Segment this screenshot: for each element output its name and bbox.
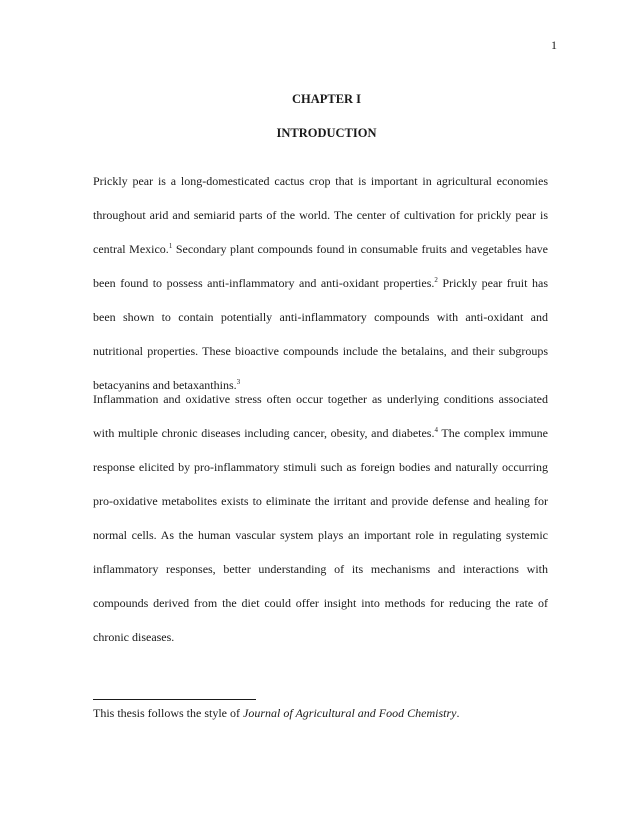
footnote [93,706,548,721]
paragraph-text: The complex immune response elicited by pro-inflammatory stimuli such as foreign bodies and naturally occurring pro-oxidative metabolites exists to eliminate the irritant and provide defense and healing for normal cells. As the human vascular system plays an important role in regulating systemic inflammatory responses, better understanding of its mechanisms and interactions with compounds derived from the diet could offer insight into methods for reducing the rate of chronic diseases. [93,426,549,644]
paragraph-text: Secondary plant compounds found in consumable fruits and vegetables have been found to possess anti-inflammatory and anti-oxidant properties. [93,242,548,290]
paragraph-text: Prickly pear fruit has been shown to contain potentially anti-inflammatory compounds with anti-oxidant and nutritional properties. These bioactive compounds include the betalains, and their subgroups betacyanins and betaxanthins. [93,276,549,392]
chapter-title: INTRODUCTION [276,126,377,140]
citation-ref-4: 4 [434,426,438,434]
footnote-journal: Journal of Agricultural and Food Chemistry [243,706,457,720]
chapter-label: CHAPTER I [291,92,362,106]
page-number: 1 [551,38,557,52]
intro-paragraph-1 [93,164,548,402]
paragraph-text: Inflammation and oxidative stress often occur together as underlying conditions associated with multiple chronic diseases including cancer, obesity, and diabetes. [93,392,548,440]
intro-paragraph-2 [93,382,548,654]
footnote-suffix: . [456,706,460,720]
footnote-prefix: This thesis follows the style of [93,706,243,720]
paragraph-text: Prickly pear is a long-domesticated cactus crop that is important in agricultural economies throughout arid and semiarid parts of the world. The center of cultivation for prickly pear is central Mexico. [93,174,548,256]
citation-ref-3: 3 [236,378,241,386]
citation-ref-1: 1 [168,242,173,250]
citation-ref-2: 2 [434,276,438,284]
footnote-divider [93,699,256,700]
